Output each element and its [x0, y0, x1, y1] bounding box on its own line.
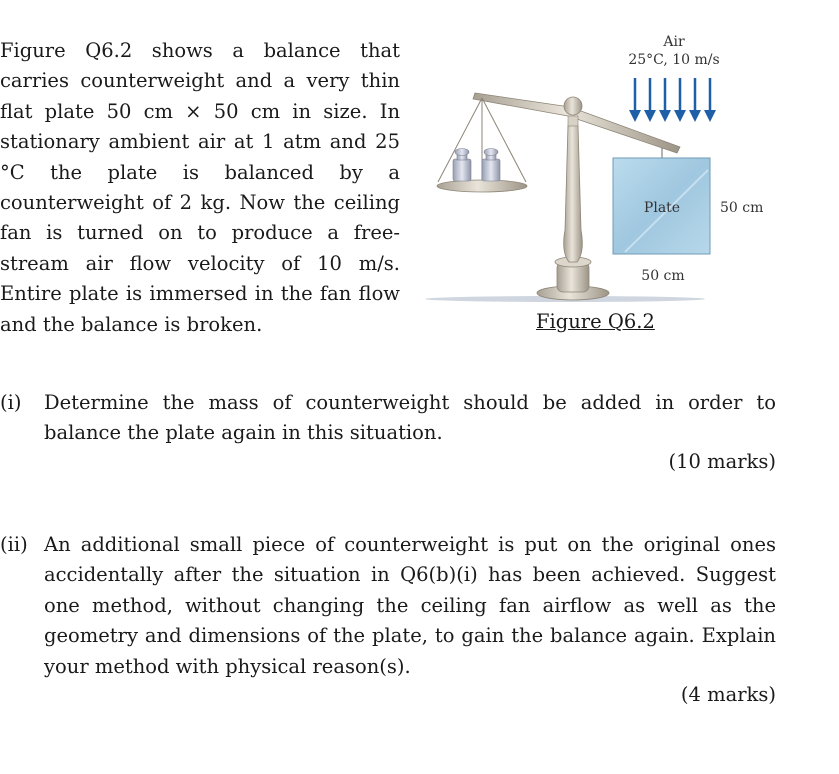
airflow-arrow-icon — [659, 78, 671, 122]
plate-label: Plate — [643, 200, 681, 216]
question-number: (i) — [0, 391, 22, 414]
question-i — [0, 388, 776, 449]
question-ii — [0, 530, 776, 682]
question-marks: (10 marks) — [668, 450, 776, 473]
airflow-arrows — [629, 78, 716, 122]
pivot-cap — [568, 116, 578, 126]
balance-column — [564, 125, 583, 262]
question-text: Determine the mass of counterweight should be added in order to balance the plate again in this situation. — [44, 391, 776, 445]
question-text: An additional small piece of counterweight is put on the original ones accidentally after the situation in Q6(b)(i) has been achieved. Suggest one method, without changing the ceiling fan airflow as well as the geometry and dimensions of the plate, to gain the balance again. Explain your method with physical reason(s). — [44, 533, 776, 678]
balance-illustration — [425, 30, 765, 320]
question-number: (ii) — [0, 533, 28, 556]
airflow-arrow-icon — [674, 78, 686, 122]
airflow-arrow-icon — [629, 78, 641, 122]
question-marks: (4 marks) — [680, 683, 776, 706]
intro-paragraph — [0, 36, 400, 340]
balance-pan — [437, 180, 527, 192]
airflow-arrow-icon — [704, 78, 716, 122]
intro-text: Figure Q6.2 shows a balance that carries counterweight and a very thin flat plate 50 cm × 50 cm in size. In stationary ambient air at 1 atm and 25 °C the plate is balanced by a counterweight of 2 kg. Now the ceiling fan is turned on to produce a free-stream air flow velocity of 10 m/s. Entire plate is immersed in the fan flow and the balance is broken. — [0, 39, 400, 336]
airflow-arrow-icon — [644, 78, 656, 122]
air-conditions-label: 25°C, 10 m/s — [628, 52, 720, 68]
plate-width-label: 50 cm — [641, 268, 685, 284]
counterweight — [453, 149, 471, 182]
plate-height-label: 50 cm — [720, 200, 764, 216]
air-label: Air — [663, 34, 685, 50]
figure-caption: Figure Q6.2 — [536, 310, 655, 333]
balance-base — [537, 257, 609, 300]
airflow-arrow-icon — [689, 78, 701, 122]
balance-figure — [425, 30, 765, 340]
balance-pivot — [564, 97, 582, 115]
counterweight — [482, 149, 500, 182]
